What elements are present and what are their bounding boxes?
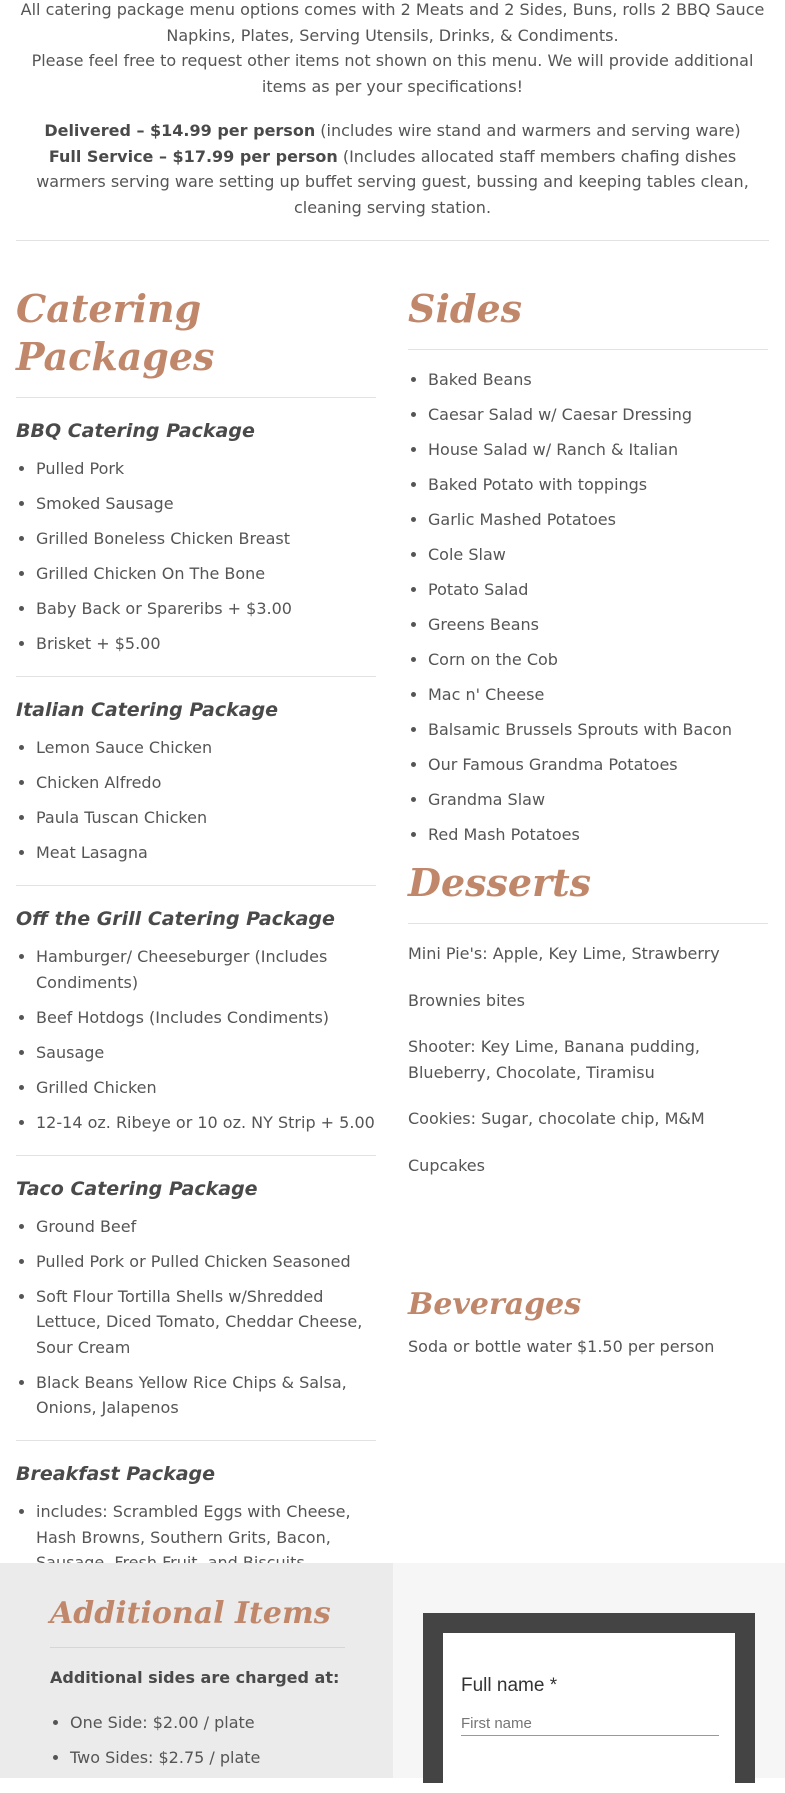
list-item: • Corn on the Cob <box>428 647 768 673</box>
package-title: Breakfast Package <box>16 1463 216 1485</box>
list-item: • Sausage <box>36 1040 376 1066</box>
sides-list <box>408 367 768 848</box>
delivered-pricing <box>20 118 765 144</box>
sides-column <box>408 285 768 1360</box>
list-item: • Balsamic Brussels Sprouts with Bacon <box>428 717 768 743</box>
list-item: • Paula Tuscan Chicken <box>36 805 376 831</box>
list-item: • Black Beans Yellow Rice Chips & Salsa, Onions, Jalapenos <box>36 1370 376 1421</box>
list-item: • 12-14 oz. Ribeye or 10 oz. NY Strip + 5.00 <box>36 1110 376 1136</box>
sides-heading: Sides <box>408 286 523 331</box>
full-service-note: (Includes allocated staff members chafing dishes warmers serving ware setting up buffet serving guest, bussing and keeping tables clean, cleaning serving station. <box>36 146 749 217</box>
taco-package <box>16 1176 376 1421</box>
package-title: Off the Grill Catering Package <box>16 908 335 930</box>
dessert-item: Shooter: Key Lime, Banana pudding, Blueberry, Chocolate, Tiramisu <box>408 1037 701 1082</box>
package-items <box>16 1214 376 1421</box>
bbq-package <box>16 418 376 657</box>
catering-packages-column <box>16 285 376 1585</box>
additional-items-list <box>50 1710 345 1771</box>
delivered-note: (includes wire stand and warmers and serving ware) <box>315 121 741 140</box>
list-item: • includes: Scrambled Eggs with Cheese, Hash Browns, Southern Grits, Bacon, <box>36 1499 376 1576</box>
dessert-item: Cupcakes <box>408 1155 485 1175</box>
package-title: BBQ Catering Package <box>16 420 255 442</box>
intro-line-1: All catering package menu options comes with 2 Meats and 2 Sides, Buns, rolls 2 BBQ Sauce Napkins, Plates, Serving Utensils, Drinks, & Condiments. <box>20 0 765 45</box>
list-item: • Cole Slaw <box>428 542 768 568</box>
delivered-label: Delivered – $14.99 per person <box>44 121 316 140</box>
list-item: • Two Sides: $2.75 / plate <box>70 1745 345 1771</box>
package-title: Taco Catering Package <box>16 1177 258 1200</box>
list-item: • Lemon Sauce Chicken <box>36 735 376 761</box>
form-panel <box>393 1563 785 1778</box>
intro-section <box>0 0 785 220</box>
catering-packages-heading: Catering Packages <box>16 286 215 379</box>
full-service-label: Full Service – $17.99 per person <box>48 146 338 166</box>
list-item: • Meat Lasagna <box>36 840 376 866</box>
breakfast-package <box>16 1461 376 1576</box>
contact-form <box>443 1633 735 1793</box>
list-item: • Garlic Mashed Potatoes <box>428 507 768 533</box>
list-item: • Potato Salad <box>428 577 768 603</box>
list-item: • Ground Beef <box>36 1214 376 1240</box>
list-item: • Grilled Chicken On The Bone <box>36 561 376 587</box>
list-item: • Smoked Sausage <box>36 491 376 517</box>
dessert-item: Cookies: Sugar, chocolate chip, M&M <box>408 1109 705 1128</box>
list-item: • Hamburger/ Cheeseburger (Includes Condiments) <box>36 944 376 995</box>
bottom-section <box>0 1563 785 1778</box>
beverages-text: Soda or bottle water $1.50 per person <box>408 1337 715 1356</box>
full-service-pricing <box>20 144 765 221</box>
package-items <box>16 456 376 657</box>
dessert-item: Brownies bites <box>408 990 525 1010</box>
dessert-item: Mini Pie's: Apple, Key Lime, Strawberry <box>408 944 720 963</box>
first-name-input[interactable] <box>461 1711 719 1736</box>
package-title: Italian Catering Package <box>16 699 279 721</box>
desserts-list <box>408 941 768 1178</box>
list-item: • Soft Flour Tortilla Shells w/Shredded Lettuce, Diced Tomato, Cheddar Cheese, Sour Cream <box>36 1284 376 1361</box>
list-item: • Chicken Alfredo <box>36 770 376 796</box>
list-item: • Red Mash Potatoes <box>428 822 768 848</box>
beverages-heading: Beverages <box>408 1287 582 1322</box>
package-items <box>16 735 376 866</box>
form-frame <box>423 1613 755 1783</box>
list-item: • Grandma Slaw <box>428 787 768 813</box>
list-item: • House Salad w/ Ranch & Italian <box>428 437 768 463</box>
additional-items-panel <box>0 1563 393 1778</box>
desserts-heading: Desserts <box>408 860 592 905</box>
intro-line-2: Please feel free to request other items not shown on this menu. We will provide additional items as per your specifications! <box>31 51 754 96</box>
list-item: • Greens Beans <box>428 612 768 638</box>
list-item: • Pulled Pork or Pulled Chicken Seasoned <box>36 1249 376 1275</box>
list-item: • Grilled Chicken <box>36 1075 376 1101</box>
italian-package <box>16 697 376 866</box>
additional-subheading: Additional sides are charged at: <box>50 1668 340 1687</box>
list-item: • Baked Potato with toppings <box>428 472 768 498</box>
list-item: • Brisket + $5.00 <box>36 631 376 657</box>
grill-package <box>16 906 376 1135</box>
list-item: • One Side: $2.00 / plate <box>70 1710 345 1736</box>
list-item: • Pulled Pork <box>36 456 376 482</box>
list-item: • Our Famous Grandma Potatoes <box>428 752 768 778</box>
full-name-label: Full name * <box>461 1675 558 1696</box>
list-item: • Baby Back or Spareribs + $3.00 <box>36 596 376 622</box>
list-item: • Mac n' Cheese <box>428 682 768 708</box>
list-item: • Baked Beans <box>428 367 768 393</box>
list-item: • Beef Hotdogs (Includes Condiments) <box>36 1005 376 1031</box>
additional-items-heading: Additional Items <box>50 1596 331 1631</box>
list-item: • Caesar Salad w/ Caesar Dressing <box>428 402 768 428</box>
package-items <box>16 944 376 1135</box>
list-item: • Grilled Boneless Chicken Breast <box>36 526 376 552</box>
